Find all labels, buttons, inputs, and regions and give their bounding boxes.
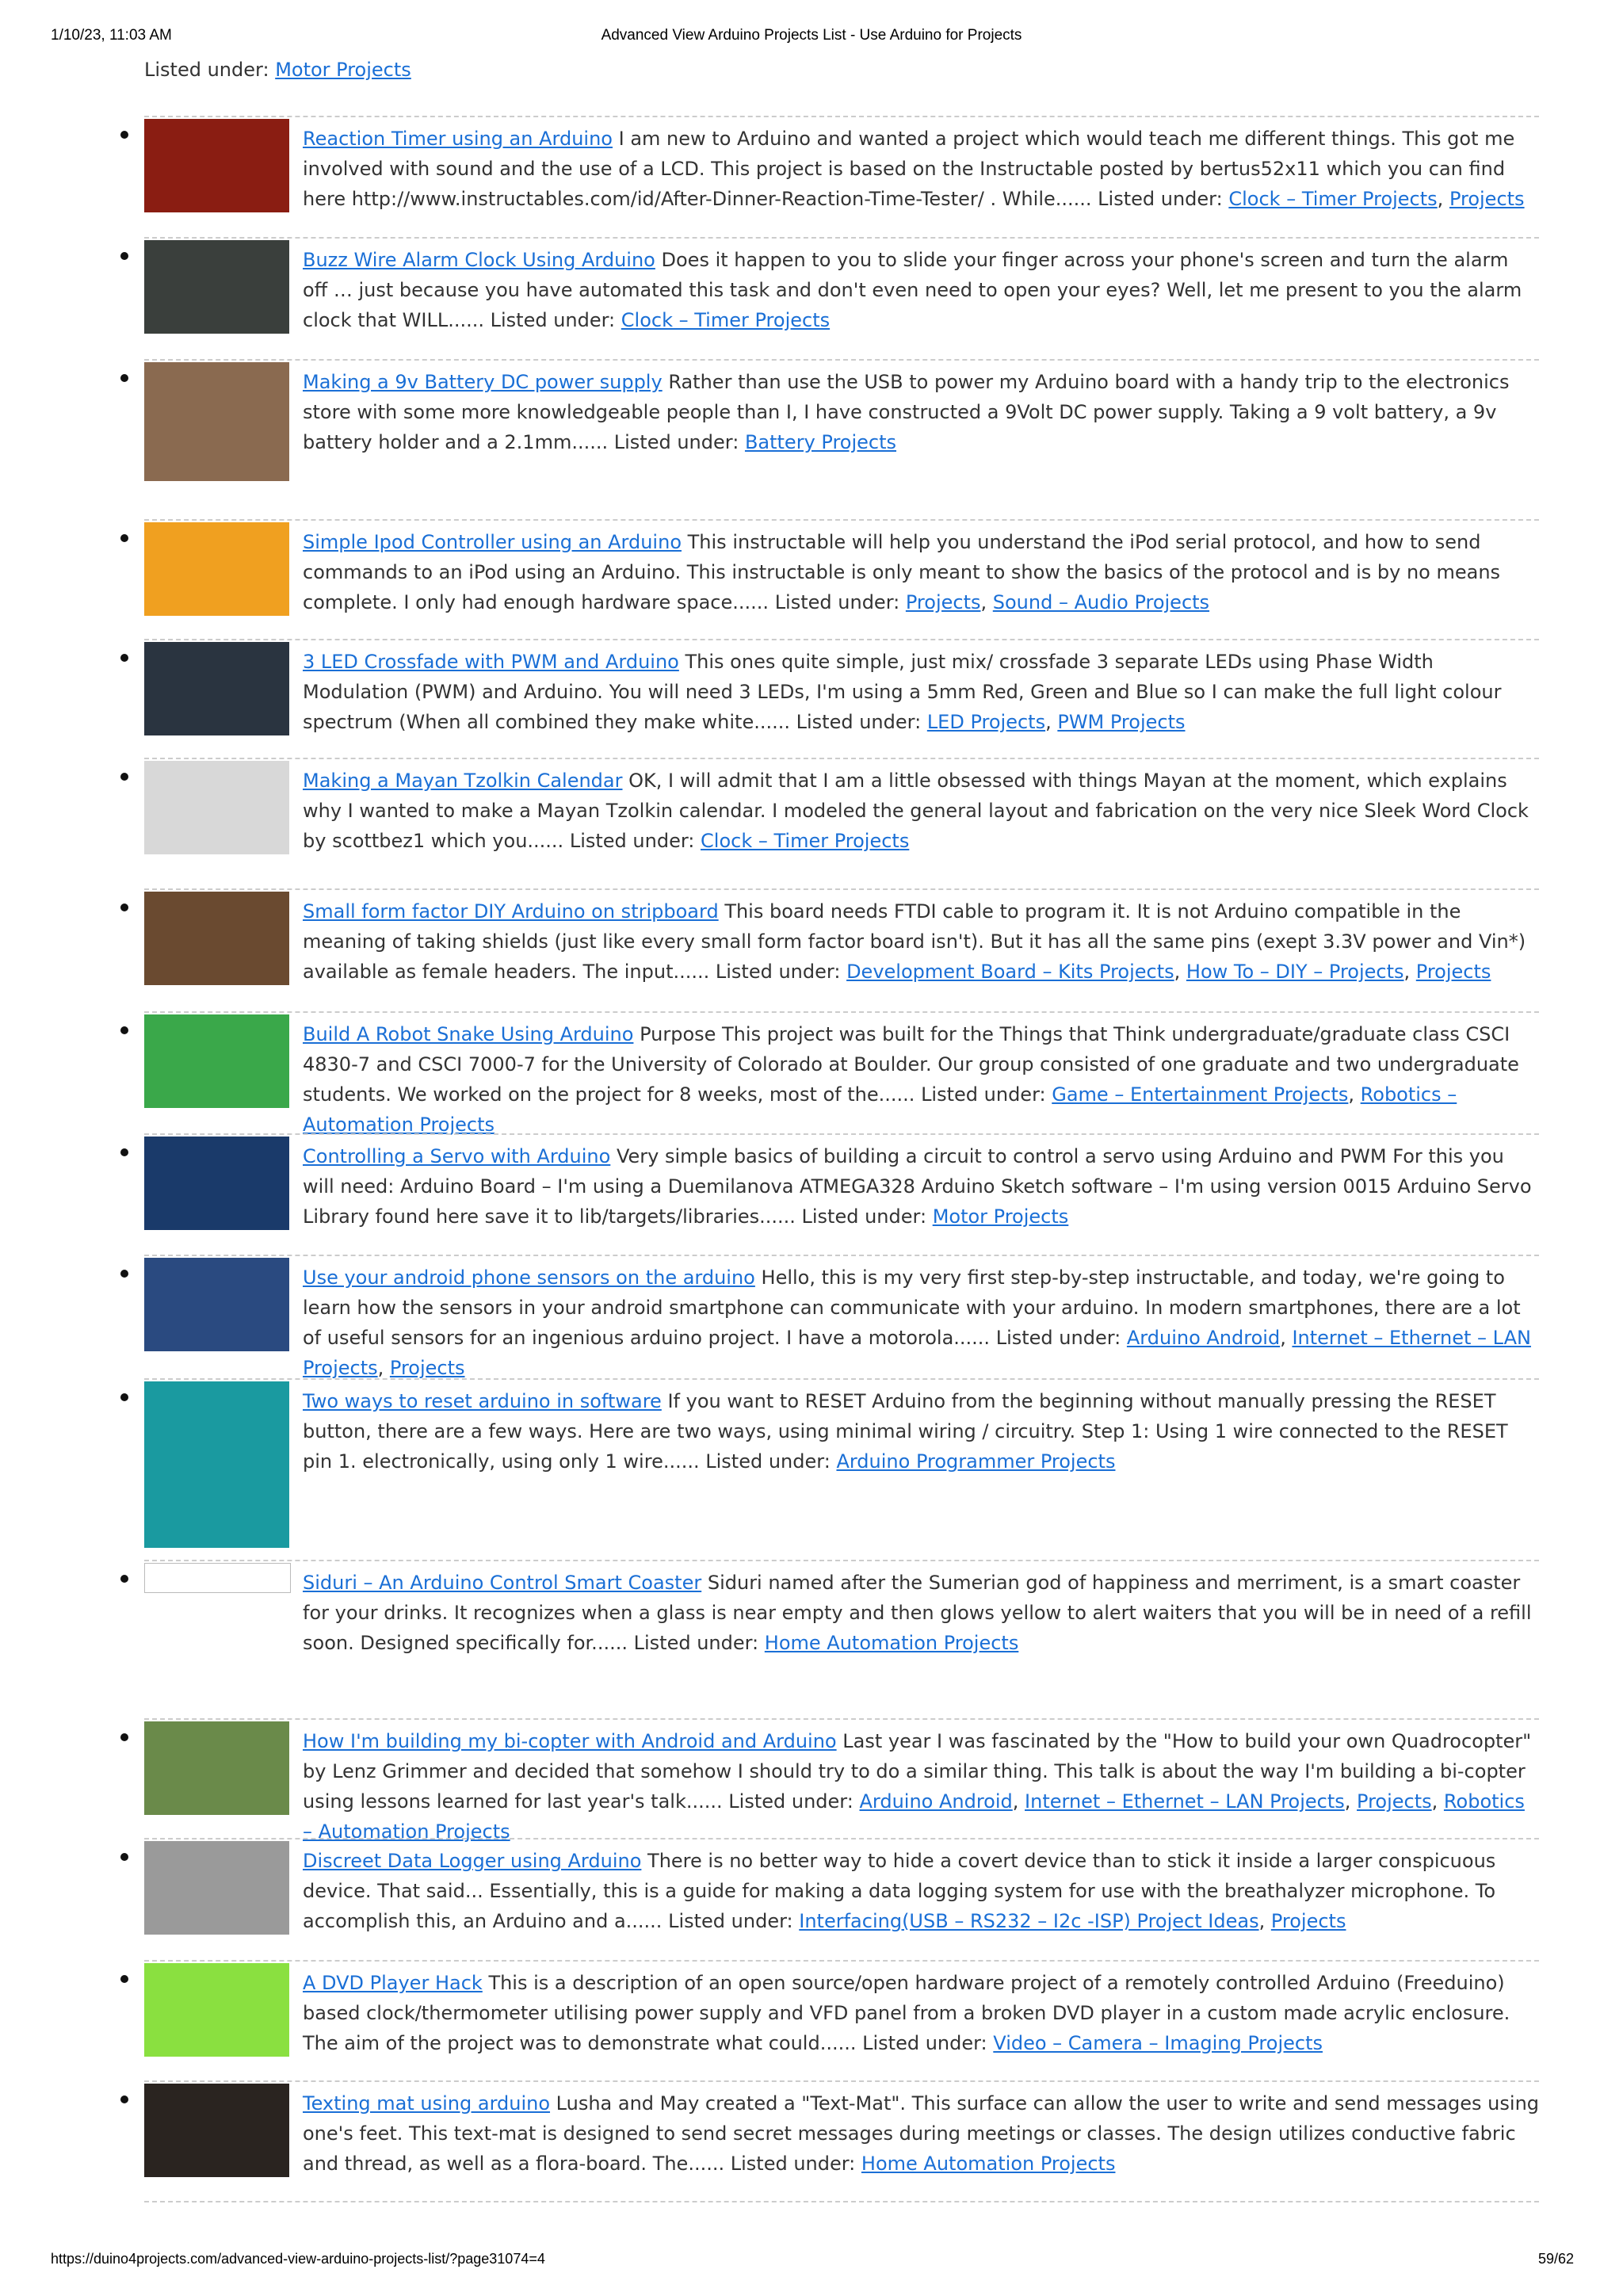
- list-item: [144, 1960, 1539, 2080]
- project-title-link[interactable]: Making a 9v Battery DC power supply: [303, 371, 663, 393]
- project-description: This is a description of an open source/open hardware project of a remotely controlled Arduino (Freeduino) based clock/thermometer utilising power supply and VFD panel from a broken DVD player in a custom made acrylic enclosure. The aim of the project was to demonstrate what could......: [303, 1972, 1510, 2054]
- category-link[interactable]: Motor Projects: [275, 59, 411, 81]
- bullet: [120, 904, 128, 911]
- project-thumbnail[interactable]: [144, 1963, 289, 2057]
- project-text: [303, 1141, 1539, 1232]
- category-link[interactable]: Clock – Timer Projects: [1228, 188, 1438, 210]
- project-description: Does it happen to you to slide your finger across your phone's screen and turn the alarm off … just because you have automated this task and don't even need to open your eyes? Well, let me present to you the alarm clock that WILL......: [303, 249, 1522, 331]
- project-title-link[interactable]: Making a Mayan Tzolkin Calendar: [303, 770, 623, 792]
- project-thumbnail[interactable]: [144, 1014, 289, 1108]
- list-item: [144, 1838, 1539, 1960]
- project-description: Lusha and May created a "Text-Mat". This surface can allow the user to write and send messages using one's feet. This text-mat is designed to send secret messages during meetings or classes. The design utilizes conductive fabric and thread, as well as a flora-board. The......: [303, 2092, 1540, 2175]
- project-thumbnail[interactable]: [144, 240, 289, 334]
- project-thumbnail[interactable]: [144, 1841, 289, 1935]
- bullet: [120, 773, 128, 781]
- category-link[interactable]: Interfacing(USB – RS232 – I2c -ISP) Project Ideas: [799, 1910, 1259, 1932]
- listed-under-label: Listed under:: [995, 1327, 1121, 1349]
- listed-under-label: Listed under:: [715, 961, 841, 983]
- category-link[interactable]: Internet – Ethernet – LAN Projects: [303, 1327, 1531, 1379]
- bullet: [120, 654, 128, 662]
- project-text: Build A Robot Snake Using Arduino Purpose This project was built for the Things that Think undergraduate/graduate class CSCI 4830-7 and CSCI 7000-7 for the University of Colorado at Boulder. Our group consisted of one graduate and two undergraduate students. We worked on the project for 8 weeks, most of the...... Listed under: Game – Entertainment Projects, Robotics – Automation Projects: [303, 1023, 1519, 1136]
- category-link[interactable]: Internet – Ethernet – LAN Projects: [1025, 1790, 1345, 1813]
- list-item: [144, 888, 1539, 1011]
- category-link[interactable]: Projects: [905, 591, 981, 613]
- project-text: Discreet Data Logger using Arduino There is no better way to hide a covert device than to stick it inside a larger conspicuous device. That said... Essentially, this is a guide for making a data logging system for use with the breathalyzer microphone. To accomplish this, an Arduino and a...... Listed under: Interfacing(USB – RS232 – I2c -ISP) Project Ideas, Projects: [303, 1850, 1496, 1932]
- project-title-link[interactable]: Reaction Timer using an Arduino: [303, 128, 613, 150]
- listed-under-label: Listed under:: [490, 309, 616, 331]
- listed-under-label: Listed under:: [705, 1450, 831, 1473]
- project-thumbnail[interactable]: [144, 362, 289, 481]
- list-item: [144, 1378, 1539, 1560]
- project-text: [303, 367, 1539, 457]
- project-description: There is no better way to hide a covert device than to stick it inside a larger conspicuous device. That said... Essentially, this is a guide for making a data logging system for use with the breathalyzer microphone. To accomplish this, an Arduino and a......: [303, 1850, 1496, 1932]
- list-item: [144, 116, 1539, 237]
- print-date: 1/10/23, 11:03 AM: [51, 27, 172, 44]
- page-title: Advanced View Arduino Projects List - Use Arduino for Projects: [601, 27, 1022, 44]
- category-link[interactable]: Sound – Audio Projects: [992, 591, 1210, 613]
- list-item: [144, 1133, 1539, 1255]
- list-item: [144, 359, 1539, 519]
- project-text: [303, 1968, 1539, 2058]
- category-link[interactable]: PWM Projects: [1057, 711, 1186, 733]
- project-title-link[interactable]: How I'm building my bi-copter with Android and Arduino: [303, 1730, 837, 1752]
- project-title-link[interactable]: Discreet Data Logger using Arduino: [303, 1850, 642, 1872]
- list-item: [144, 1011, 1539, 1136]
- project-text: [303, 1386, 1539, 1477]
- listed-under-label: Listed under:: [862, 2032, 987, 2054]
- project-thumbnail[interactable]: [144, 892, 289, 985]
- project-title-link[interactable]: Controlling a Servo with Arduino: [303, 1145, 611, 1167]
- category-link[interactable]: Home Automation Projects: [861, 2153, 1116, 2175]
- bullet: [120, 1853, 128, 1861]
- category-link[interactable]: Projects: [1415, 961, 1491, 983]
- bullet: [120, 1026, 128, 1034]
- project-text: Reaction Timer using an Arduino I am new to Arduino and wanted a project which would teach me different things. This got me involved with sound and the use of a LCD. This project is based on the Instructable posted by bertus52x11 which you can find here http://www.instructables.com/id/After-Dinner-Reaction-Time-Tester/ . While...... Listed under: Clock – Timer Projects, Projects: [303, 128, 1525, 210]
- project-description: This ones quite simple, just mix/ crossfade 3 separate LEDs using Phase Width Modulation (PWM) and Arduino. You will need 3 LEDs, I'm using a 5mm Red, Green and Blue so I can make the full light colour spectrum (When all combined they make white......: [303, 651, 1502, 733]
- listed-under-label: Listed under:: [569, 830, 695, 852]
- project-text: 3 LED Crossfade with PWM and Arduino This ones quite simple, just mix/ crossfade 3 separate LEDs using Phase Width Modulation (PWM) and Arduino. You will need 3 LEDs, I'm using a 5mm Red, Green and Blue so I can make the full light colour spectrum (When all combined they make white...... Listed under: LED Projects, PWM Projects: [303, 651, 1502, 733]
- project-thumbnail[interactable]: [144, 1381, 289, 1548]
- listed-under-label: Listed under:: [921, 1083, 1046, 1106]
- bullet: [120, 131, 128, 139]
- listed-under-label: Listed under:: [728, 1790, 854, 1813]
- listed-under-label: Listed under:: [613, 431, 739, 453]
- project-text: Small form factor DIY Arduino on stripboard This board needs FTDI cable to program it. It is not Arduino compatible in the meaning of taking shields (just like every small form factor board isn't). But it has all the same pins (exept 3.3V power and Vin*) available as female headers. The input...... Listed under: Development Board – Kits Projects, How To – DIY – Projects, Projects: [303, 900, 1526, 983]
- project-thumbnail[interactable]: [144, 1563, 291, 1593]
- category-link[interactable]: Arduino Android: [1126, 1327, 1281, 1349]
- category-link[interactable]: Clock – Timer Projects: [701, 830, 910, 852]
- list-item: [144, 639, 1539, 758]
- project-title-link[interactable]: 3 LED Crossfade with PWM and Arduino: [303, 651, 679, 673]
- project-thumbnail[interactable]: [144, 119, 289, 212]
- project-thumbnail[interactable]: [144, 761, 289, 854]
- listed-under: [144, 59, 411, 81]
- category-link[interactable]: Video – Camera – Imaging Projects: [993, 2032, 1323, 2054]
- project-title-link[interactable]: Small form factor DIY Arduino on stripboard: [303, 900, 719, 923]
- list-item: [144, 237, 1539, 359]
- project-description: OK, I will admit that I am a little obsessed with things Mayan at the moment, which explains why I wanted to make a Mayan Tzolkin calendar. I modeled the general layout and fabrication on the very nice Sleek Word Clock by scottbez1 which you......: [303, 770, 1529, 852]
- project-thumbnail[interactable]: [144, 522, 289, 616]
- list-item: [144, 1560, 1539, 1718]
- listed-under-label: Listed under:: [633, 1632, 759, 1654]
- list-item: [144, 758, 1539, 888]
- category-link[interactable]: Battery Projects: [744, 431, 897, 453]
- bullet: [120, 374, 128, 382]
- bullet: [120, 1148, 128, 1156]
- project-list: [144, 116, 1539, 2202]
- category-link[interactable]: Projects: [389, 1357, 465, 1379]
- page-number: 59/62: [1537, 2251, 1574, 2267]
- divider: [144, 2201, 1539, 2202]
- category-link[interactable]: Clock – Timer Projects: [621, 309, 831, 331]
- category-link[interactable]: Development Board – Kits Projects: [846, 961, 1174, 983]
- project-text: [303, 1568, 1539, 1658]
- project-description: Purpose This project was built for the Things that Think undergraduate/graduate class CSCI 4830-7 and CSCI 7000-7 for the University of Colorado at Boulder. Our group consisted of one graduate and two undergraduate students. We worked on the project for 8 weeks, most of the......: [303, 1023, 1519, 1106]
- list-item: [144, 2080, 1539, 2201]
- category-link[interactable]: Home Automation Projects: [764, 1632, 1019, 1654]
- project-description: I am new to Arduino and wanted a project which would teach me different things. This got me involved with sound and the use of a LCD. This project is based on the Instructable posted by bertus52x11 which you can find here http://www.instructables.com/id/After-Dinner-Reaction-Time-Tester/ . While......: [303, 128, 1515, 210]
- page-url: https://duino4projects.com/advanced-view-arduino-projects-list/?page31074=4: [51, 2251, 545, 2267]
- category-link[interactable]: How To – DIY – Projects: [1186, 961, 1404, 983]
- bullet: [120, 252, 128, 260]
- project-text: [303, 766, 1539, 856]
- listed-under-label: Listed under:: [144, 59, 269, 81]
- listed-under-label: Listed under:: [796, 711, 922, 733]
- project-title-link[interactable]: Texting mat using arduino: [303, 2092, 551, 2115]
- project-title-link[interactable]: Simple Ipod Controller using an Arduino: [303, 531, 682, 553]
- project-thumbnail[interactable]: [144, 1258, 289, 1351]
- list-item: [144, 1718, 1539, 1843]
- project-description: This board needs FTDI cable to program it. It is not Arduino compatible in the meaning of taking shields (just like every small form factor board isn't). But it has all the same pins (exept 3.3V power and Vin*) available as female headers. The input......: [303, 900, 1526, 983]
- project-text: Simple Ipod Controller using an Arduino This instructable will help you understand the iPod serial protocol, and how to send commands to an iPod using an Arduino. This instructable is only meant to show the basics of the protocol and is by no means complete. I only had enough hardware space...... Listed under: Projects, Sound – Audio Projects: [303, 531, 1501, 613]
- bullet: [120, 2095, 128, 2103]
- project-description: Siduri named after the Sumerian god of happiness and merriment, is a smart coaster for your drinks. It recognizes when a glass is near empty and then glows yellow to alert waiters that you will be in need of a refill soon. Designed specifically for......: [303, 1572, 1532, 1654]
- project-text: [303, 245, 1539, 335]
- project-thumbnail[interactable]: [144, 2084, 289, 2177]
- category-link[interactable]: Arduino Android: [859, 1790, 1013, 1813]
- category-link[interactable]: Projects: [1449, 188, 1525, 210]
- listed-under-label: Listed under:: [730, 2153, 856, 2175]
- bullet: [120, 1733, 128, 1741]
- project-title-link[interactable]: A DVD Player Hack: [303, 1972, 483, 1994]
- category-link[interactable]: Game – Entertainment Projects: [1052, 1083, 1349, 1106]
- bullet: [120, 1393, 128, 1401]
- category-link[interactable]: LED Projects: [926, 711, 1046, 733]
- project-thumbnail[interactable]: [144, 1137, 289, 1230]
- project-description: Very simple basics of building a circuit to control a servo using Arduino and PWM For this you will need: Arduino Board – I'm using a Duemilanova ATMEGA328 Arduino Sketch software – I'm using version 0015 Arduino Servo Library found here save it to lib/targets/libraries......: [303, 1145, 1532, 1228]
- project-title-link[interactable]: Two ways to reset arduino in software: [303, 1390, 662, 1412]
- listed-under-label: Listed under:: [1098, 188, 1223, 210]
- category-link[interactable]: Motor Projects: [932, 1205, 1069, 1228]
- project-title-link[interactable]: Buzz Wire Alarm Clock Using Arduino: [303, 249, 655, 271]
- project-description: If you want to RESET Arduino from the beginning without manually pressing the RESET button, there are a few ways. Here are two ways, using minimal wiring / circuitry. Step 1: Using 1 wire connected to the RESET pin 1. electronically, using only 1 wire......: [303, 1390, 1508, 1473]
- listed-under-label: Listed under:: [668, 1910, 793, 1932]
- category-link[interactable]: Robotics – Automation Projects: [303, 1790, 1525, 1843]
- category-link[interactable]: Arduino Programmer Projects: [836, 1450, 1116, 1473]
- project-description: This instructable will help you understand the iPod serial protocol, and how to send commands to an iPod using an Arduino. This instructable is only meant to show the basics of the protocol and is by no means complete. I only had enough hardware space......: [303, 531, 1501, 613]
- project-thumbnail[interactable]: [144, 1721, 289, 1815]
- project-description: Last year I was fascinated by the "How to build your own Quadrocopter" by Lenz Grimmer and decided that somehow I should try to do a similar thing. This talk is about the way I'm building a bi-copter using lessons learned for last year's talk......: [303, 1730, 1532, 1813]
- project-title-link[interactable]: Use your android phone sensors on the arduino: [303, 1266, 755, 1289]
- project-description: Rather than use the USB to power my Arduino board with a handy trip to the electronics store with some more knowledgeable people than I, I have constructed a 9Volt DC power supply. Taking a 9 volt battery, a 9v battery holder and a 2.1mm......: [303, 371, 1510, 453]
- listed-under-label: Listed under:: [774, 591, 900, 613]
- project-text: Use your android phone sensors on the arduino Hello, this is my very first step-by-step instructable, and today, we're going to learn how the sensors in your android smartphone can communicate with your arduino. In modern smartphones, there are a lot of useful sensors for an ingenious arduino project. I have a motorola...... Listed under: Arduino Android, Internet – Ethernet – LAN Projects, Projects: [303, 1266, 1531, 1379]
- category-link[interactable]: Projects: [1357, 1790, 1432, 1813]
- project-title-link[interactable]: Siduri – An Arduino Control Smart Coaster: [303, 1572, 702, 1594]
- bullet: [120, 1975, 128, 1983]
- project-description: Hello, this is my very first step-by-step instructable, and today, we're going to learn how the sensors in your android smartphone can communicate with your arduino. In modern smartphones, there are a lot of useful sensors for an ingenious arduino project. I have a motorola......: [303, 1266, 1521, 1349]
- project-title-link[interactable]: Build A Robot Snake Using Arduino: [303, 1023, 634, 1045]
- project-text: How I'm building my bi-copter with Android and Arduino Last year I was fascinated by the "How to build your own Quadrocopter" by Lenz Grimmer and decided that somehow I should try to do a similar thing. This talk is about the way I'm building a bi-copter using lessons learned for last year's talk...... Listed under: Arduino Android, Internet – Ethernet – LAN Projects, Projects, Robotics – Automation Projects: [303, 1730, 1532, 1843]
- bullet: [120, 534, 128, 542]
- project-text: [303, 2088, 1539, 2179]
- project-thumbnail[interactable]: [144, 642, 289, 735]
- list-item: [144, 519, 1539, 639]
- listed-under-label: Listed under:: [801, 1205, 927, 1228]
- list-item: [144, 1255, 1539, 1378]
- bullet: [120, 1575, 128, 1583]
- category-link[interactable]: Projects: [1270, 1910, 1346, 1932]
- bullet: [120, 1270, 128, 1278]
- category-link[interactable]: Robotics – Automation Projects: [303, 1083, 1457, 1136]
